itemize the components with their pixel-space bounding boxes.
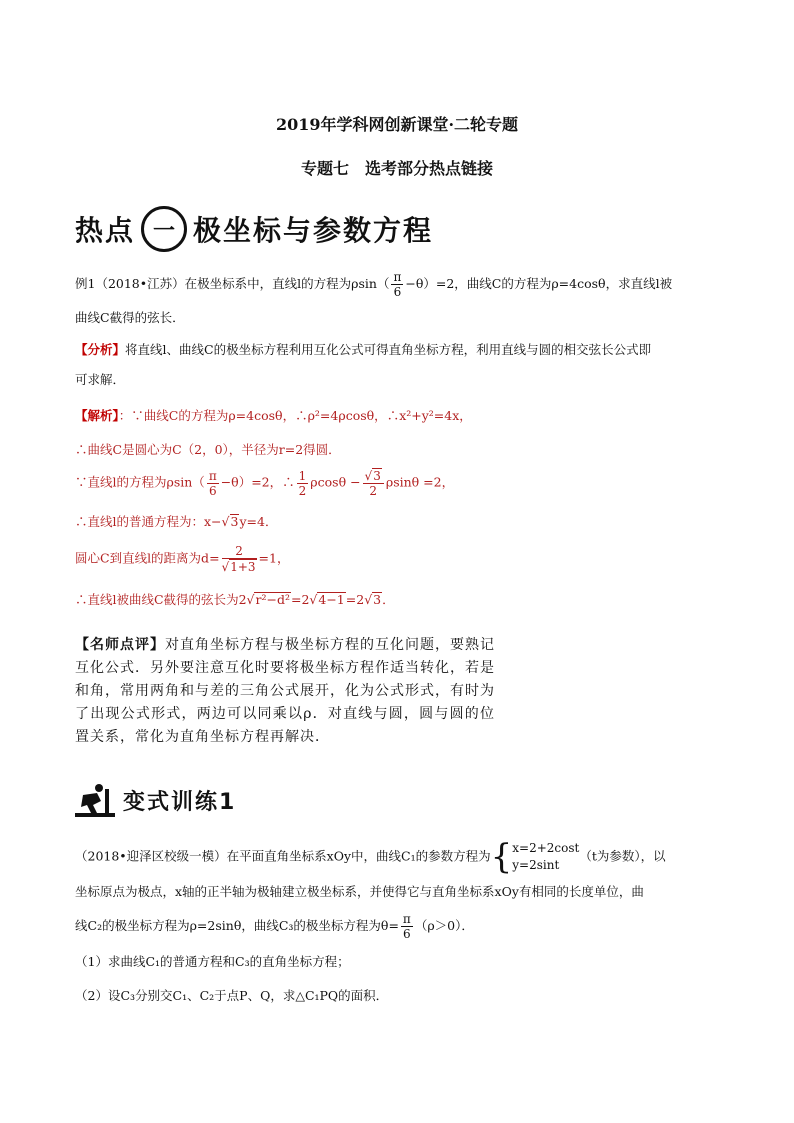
frac-den: √1+3	[221, 560, 256, 574]
solution-s6b: =2	[290, 592, 310, 607]
exercise-l3b: （ρ＞0）．	[414, 918, 474, 933]
solution-s5a: 圆心C到直线l的距离为d=	[75, 550, 220, 566]
sqrt-arg: r²−d²	[255, 592, 290, 607]
frac-num: π	[402, 912, 411, 926]
hotspot-title: 极坐标与参数方程	[193, 214, 434, 247]
equation-system	[512, 840, 579, 874]
teacher-comment	[75, 634, 495, 749]
comment-label: 【名师点评】	[75, 637, 165, 653]
distance-fraction	[222, 544, 257, 574]
half-fraction	[297, 469, 309, 498]
rho-sin: ρsinθ =2，	[385, 474, 455, 490]
frac-num: π	[208, 468, 217, 483]
exercise-l1a: （2018•迎泽区校级一模）在平面直角坐标系xOy中，曲线C₁的参数方程为	[75, 848, 491, 864]
example-line-2: 曲线C截得的弦长．	[75, 310, 185, 325]
solution-line-4: ∴直线l的普通方程为：x−√3y=4．	[75, 514, 278, 529]
comment-text: 对直角坐标方程与极坐标方程的互化问题，要熟记互化公式．另外要注意互化时要将极坐标方程作适当转化，若是和角，常用两角和与差的三角公式展开，化为公式形式，有时为了出现公式形式，两边可以同乘以ρ．对直线与圆，圆与圆的位置关系，常化为直角坐标方程再解决．	[75, 637, 495, 745]
frac-num: √3	[363, 468, 384, 484]
exercise-l1b: （t为参数），以	[579, 848, 666, 864]
practice-banner	[75, 780, 236, 820]
frac-den: 2	[369, 484, 378, 498]
solution-s3a: ∵直线l的方程为ρsin（	[75, 474, 205, 490]
exercise-line-1	[75, 837, 666, 877]
sqrt-arg: 3	[230, 514, 239, 529]
frac-den: 6	[208, 483, 217, 498]
solution-s3b: −θ）=2，∴	[220, 474, 295, 490]
analysis-line-2: 可求解．	[75, 372, 126, 387]
document-subtitle: 专题七 选考部分热点链接	[300, 159, 493, 178]
hotspot-prefix: 热点	[75, 214, 136, 247]
frac-den: 6	[403, 927, 411, 941]
frac-num: 2	[222, 544, 257, 559]
pi-over-6-fraction-2	[207, 469, 219, 498]
example-line-1	[75, 270, 672, 299]
sqrt-arg: 3	[373, 469, 381, 483]
pi-over-6-fraction-3	[401, 912, 413, 941]
solution-line-3	[75, 468, 454, 498]
solution-line-2: ∴曲线C是圆心为C（2，0），半径为r=2得圆．	[75, 442, 341, 457]
solution-line-5	[75, 544, 289, 574]
frac-num: 1	[298, 468, 307, 483]
solution-s4b: y=4．	[239, 514, 278, 529]
example-text-a: 例1（2018•江苏）在极坐标系中，直线l的方程为ρsin（	[75, 276, 390, 291]
hotspot-banner	[75, 205, 433, 253]
practice-title: 变式训练1	[123, 789, 237, 815]
system-eq-2: y=2sint	[512, 858, 560, 872]
frac-den: 2	[298, 483, 307, 498]
exercise-l3a: 线C₂的极坐标方程为ρ=2sinθ，曲线C₃的极坐标方程为θ=	[75, 918, 399, 933]
exercise-line-3	[75, 912, 474, 941]
exercise-line-2: 坐标原点为极点，x轴的正半轴为极轴建立极坐标系，并使得它与直角坐标系xOy有相同的长度单位，曲	[75, 884, 644, 899]
solution-line-6: ∴直线l被曲线C截得的弦长为2√r²−d²=2√4−1=2√3．	[75, 592, 395, 607]
left-brace: {	[490, 837, 513, 877]
example-text-b: −θ）=2，曲线C的方程为ρ=4cosθ，求直线l被	[405, 276, 673, 291]
sqrt-arg: 4−1	[318, 592, 345, 607]
solution-s1: ：∵曲线C的方程为ρ=4cosθ，∴ρ²=4ρcosθ，	[118, 408, 387, 423]
analysis-text: 将直线l、曲线C的极坐标方程利用互化公式可得直角坐标方程，利用直线与圆的相交弦长公式即	[125, 342, 652, 357]
pi-over-6-fraction	[391, 270, 403, 299]
question-1: （1）求曲线C₁的普通方程和C₃的直角坐标方程；	[75, 954, 350, 969]
rho-cos: ρcosθ −	[310, 474, 361, 490]
question-2: （2）设C₃分别交C₁、C₂于点P、Q，求△C₁PQ的面积．	[75, 988, 389, 1003]
runner-icon	[75, 783, 115, 817]
solution-s6c: =2	[345, 592, 365, 607]
frac-num: π	[393, 270, 402, 284]
frac-den: 6	[393, 285, 402, 299]
solution-s6e: ．	[382, 592, 395, 607]
solution-s4a: ∴直线l的普通方程为：x−	[75, 514, 222, 529]
analysis-line-1	[75, 340, 651, 360]
solution-label: 【解析】	[75, 408, 119, 423]
solution-s6a: ∴直线l被曲线C截得的弦长为2	[75, 592, 247, 607]
sqrt-arg: 3	[373, 592, 382, 607]
solution-s1b: ∴x²+y²=4x，	[386, 408, 472, 423]
hotspot-number-circle: 一	[141, 206, 187, 252]
sqrt3-over-2-fraction	[363, 468, 384, 498]
analysis-label: 【分析】	[75, 342, 126, 357]
solution-line-1	[75, 406, 472, 426]
sqrt-arg: 1+3	[230, 560, 256, 574]
document-title: 2019年学科网创新课堂·二轮专题	[275, 115, 519, 134]
solution-s5b: =1，	[258, 550, 290, 566]
system-eq-1: x=2+2cost	[512, 841, 580, 855]
